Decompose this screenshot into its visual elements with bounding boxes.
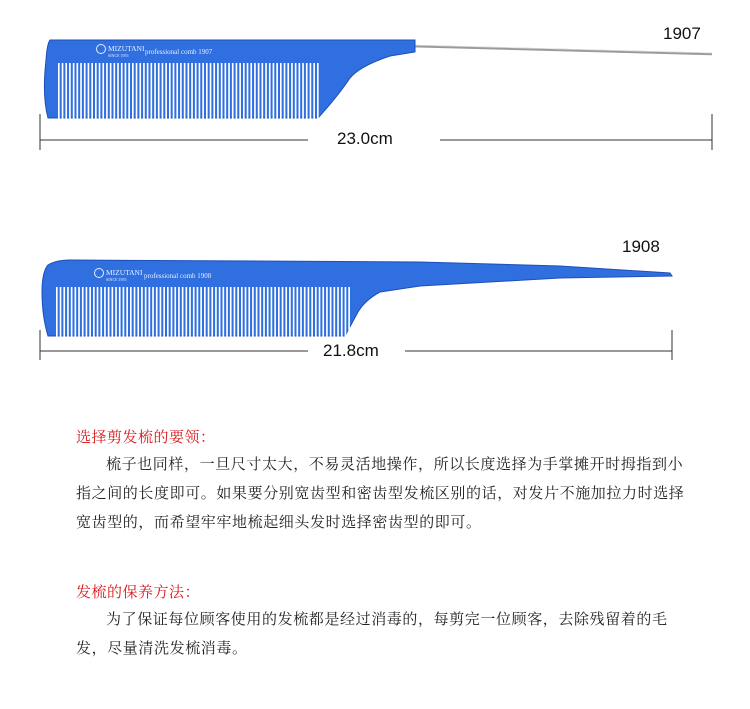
comb-tooth-gap <box>313 63 315 119</box>
comb-tooth-gap <box>184 63 186 119</box>
comb-tooth-gap <box>345 287 347 337</box>
comb-tooth-gap <box>117 63 119 119</box>
comb-tooth-gap <box>236 63 238 119</box>
comb-tooth-gap <box>241 287 243 337</box>
comb-tooth-gap <box>160 287 162 337</box>
comb-tooth-gap <box>223 287 225 337</box>
comb-tooth-gap <box>237 287 239 337</box>
comb-tooth-gap <box>141 287 143 337</box>
comb-tooth-gap <box>239 63 241 119</box>
comb-tooth-gap <box>287 63 289 119</box>
comb-tooth-gap <box>206 63 208 119</box>
comb-tooth-gap <box>262 63 264 119</box>
comb-tooth-gap <box>348 287 350 337</box>
comb-tooth-gap <box>182 287 184 337</box>
comb-tooth-gap <box>188 63 190 119</box>
comb-tooth-gap <box>56 287 58 337</box>
comb-tooth-gap <box>121 63 123 119</box>
comb-tooth-gap <box>280 63 282 119</box>
comb-tooth-gap <box>326 287 328 337</box>
comb-tooth-gap <box>108 287 110 337</box>
comb-1908-length-label: 21.8cm <box>317 341 385 361</box>
comb-tooth-gap <box>63 287 65 337</box>
comb-tooth-gap <box>143 63 145 119</box>
comb-tooth-gap <box>274 287 276 337</box>
comb-tooth-gap <box>304 287 306 337</box>
comb-tooth-gap <box>250 63 252 119</box>
comb-1907-model-label: 1907 <box>663 24 701 43</box>
comb-tooth-gap <box>271 287 273 337</box>
comb-tooth-gap <box>217 63 219 119</box>
comb-tooth-gap <box>95 63 97 119</box>
comb-tooth-gap <box>197 287 199 337</box>
comb-tooth-gap <box>128 63 130 119</box>
comb-tooth-gap <box>75 287 77 337</box>
comb-tooth-gap <box>215 287 217 337</box>
comb-tooth-gap <box>337 287 339 337</box>
comb-tooth-gap <box>67 287 69 337</box>
comb-tooth-gap <box>100 287 102 337</box>
comb-tooth-gap <box>180 63 182 119</box>
comb-tooth-gap <box>221 63 223 119</box>
comb-tooth-gap <box>265 63 267 119</box>
comb-tooth-gap <box>297 287 299 337</box>
comb-tooth-gap <box>248 287 250 337</box>
comb-1907-brand: MIZUTANI <box>108 44 145 53</box>
comb-tooth-gap <box>334 287 336 337</box>
comb-tooth-gap <box>228 63 230 119</box>
comb-tooth-gap <box>311 287 313 337</box>
comb-tooth-gap <box>84 63 86 119</box>
comb-tooth-gap <box>319 287 321 337</box>
comb-tooth-gap <box>163 287 165 337</box>
comb-tooth-gap <box>278 287 280 337</box>
comb-tooth-gap <box>126 287 128 337</box>
comb-tooth-gap <box>317 63 319 119</box>
comb-tooth-gap <box>213 63 215 119</box>
comb-tooth-gap <box>252 287 254 337</box>
comb-tooth-gap <box>89 287 91 337</box>
comb-tooth-gap <box>60 287 62 337</box>
comb-tooth-gap <box>165 63 167 119</box>
comb-1907-pin <box>410 46 712 54</box>
comb-tooth-gap <box>149 287 151 337</box>
comb-tooth-gap <box>306 63 308 119</box>
comb-tooth-gap <box>178 287 180 337</box>
comb-tooth-gap <box>169 63 171 119</box>
comb-tooth-gap <box>145 287 147 337</box>
comb-tooth-gap <box>176 63 178 119</box>
section-care-body <box>76 605 696 663</box>
comb-tooth-gap <box>341 287 343 337</box>
comb-1908-brand: MIZUTANI <box>106 268 143 277</box>
section-select-heading: 选择剪发梳的要领： <box>76 428 216 446</box>
comb-tooth-gap <box>293 287 295 337</box>
comb-tooth-gap <box>263 287 265 337</box>
comb-tooth-gap <box>123 287 125 337</box>
comb-tooth-gap <box>230 287 232 337</box>
comb-tooth-gap <box>91 63 93 119</box>
comb-tooth-gap <box>308 287 310 337</box>
comb-tooth-gap <box>167 287 169 337</box>
comb-tooth-gap <box>99 63 101 119</box>
section-care-heading: 发梳的保养方法： <box>76 583 201 601</box>
comb-tooth-gap <box>82 287 84 337</box>
comb-tooth-gap <box>282 287 284 337</box>
comb-tooth-gap <box>226 287 228 337</box>
section-care-text: 为了保证每位顾客使用的发梳都是经过消毒的，每剪完一位顾客，去除残留着的毛发，尽量清洗发梳消毒。 <box>76 610 668 657</box>
section-select-body <box>76 450 696 537</box>
comb-tooth-gap <box>243 63 245 119</box>
comb-tooth-gap <box>173 63 175 119</box>
comb-tooth-gap <box>191 63 193 119</box>
comb-1908-since: SINCE 1955 <box>106 277 127 282</box>
comb-tooth-gap <box>186 287 188 337</box>
comb-tooth-gap <box>130 287 132 337</box>
comb-tooth-gap <box>330 287 332 337</box>
comb-tooth-gap <box>69 63 71 119</box>
comb-tooth-gap <box>174 287 176 337</box>
comb-tooth-gap <box>110 63 112 119</box>
comb-tooth-gap <box>132 63 134 119</box>
comb-tooth-gap <box>114 63 116 119</box>
section-select-text: 梳子也同样，一旦尺寸太大，不易灵活地操作，所以长度选择为手掌摊开时拇指到小指之间的长度即可。如果要分别宽齿型和密齿型发梳区别的话，对发片不施加拉力时选择宽齿型的，而希望牢牢地梳起细头发时选择密齿型的即可。 <box>76 455 685 531</box>
comb-tooth-gap <box>302 63 304 119</box>
comb-tooth-gap <box>171 287 173 337</box>
comb-tooth-gap <box>269 63 271 119</box>
comb-tooth-gap <box>58 63 60 119</box>
comb-tooth-gap <box>315 287 317 337</box>
comb-tooth-gap <box>73 63 75 119</box>
comb-tooth-gap <box>80 63 82 119</box>
comb-tooth-gap <box>211 287 213 337</box>
comb-1908-product: professional comb 1908 <box>144 272 212 280</box>
comb-1907-length-label: 23.0cm <box>331 129 399 149</box>
comb-tooth-gap <box>62 63 64 119</box>
comb-tooth-gap <box>291 63 293 119</box>
comb-tooth-gap <box>112 287 114 337</box>
comb-tooth-gap <box>134 287 136 337</box>
comb-tooth-gap <box>93 287 95 337</box>
comb-tooth-gap <box>154 63 156 119</box>
comb-tooth-gap <box>156 287 158 337</box>
comb-tooth-gap <box>162 63 164 119</box>
comb-tooth-gap <box>65 63 67 119</box>
comb-tooth-gap <box>210 63 212 119</box>
comb-tooth-gap <box>232 63 234 119</box>
comb-tooth-gap <box>256 287 258 337</box>
comb-tooth-gap <box>225 63 227 119</box>
comb-tooth-gap <box>247 63 249 119</box>
comb-tooth-gap <box>119 287 121 337</box>
comb-tooth-gap <box>71 287 73 337</box>
comb-tooth-gap <box>97 287 99 337</box>
comb-tooth-gap <box>267 287 269 337</box>
comb-1907-product: professional comb 1907 <box>145 48 213 56</box>
comb-tooth-gap <box>322 287 324 337</box>
comb-tooth-gap <box>276 63 278 119</box>
comb-tooth-gap <box>88 63 90 119</box>
comb-tooth-gap <box>299 63 301 119</box>
comb-tooth-gap <box>193 287 195 337</box>
comb-tooth-gap <box>254 63 256 119</box>
comb-tooth-gap <box>189 287 191 337</box>
comb-tooth-gap <box>104 287 106 337</box>
comb-1907-since: SINCE 1955 <box>108 53 129 58</box>
comb-tooth-gap <box>151 63 153 119</box>
comb-tooth-gap <box>219 287 221 337</box>
comb-tooth-gap <box>200 287 202 337</box>
comb-tooth-gap <box>136 63 138 119</box>
comb-tooth-gap <box>86 287 88 337</box>
comb-tooth-gap <box>77 63 79 119</box>
comb-tooth-gap <box>115 287 117 337</box>
comb-tooth-gap <box>158 63 160 119</box>
comb-tooth-gap <box>106 63 108 119</box>
comb-tooth-gap <box>137 287 139 337</box>
comb-tooth-gap <box>195 63 197 119</box>
comb-tooth-gap <box>139 63 141 119</box>
comb-tooth-gap <box>289 287 291 337</box>
comb-tooth-gap <box>199 63 201 119</box>
comb-tooth-gap <box>310 63 312 119</box>
comb-1908-model-label: 1908 <box>622 237 660 256</box>
comb-tooth-gap <box>260 287 262 337</box>
comb-tooth-gap <box>204 287 206 337</box>
comb-tooth-gap <box>208 287 210 337</box>
comb-tooth-gap <box>152 287 154 337</box>
comb-tooth-gap <box>234 287 236 337</box>
comb-tooth-gap <box>295 63 297 119</box>
comb-tooth-gap <box>284 63 286 119</box>
comb-tooth-gap <box>78 287 80 337</box>
comb-tooth-gap <box>202 63 204 119</box>
comb-tooth-gap <box>300 287 302 337</box>
comb-tooth-gap <box>273 63 275 119</box>
comb-tooth-gap <box>147 63 149 119</box>
comb-tooth-gap <box>125 63 127 119</box>
comb-tooth-gap <box>285 287 287 337</box>
comb-tooth-gap <box>245 287 247 337</box>
comb-tooth-gap <box>258 63 260 119</box>
comb-tooth-gap <box>102 63 104 119</box>
